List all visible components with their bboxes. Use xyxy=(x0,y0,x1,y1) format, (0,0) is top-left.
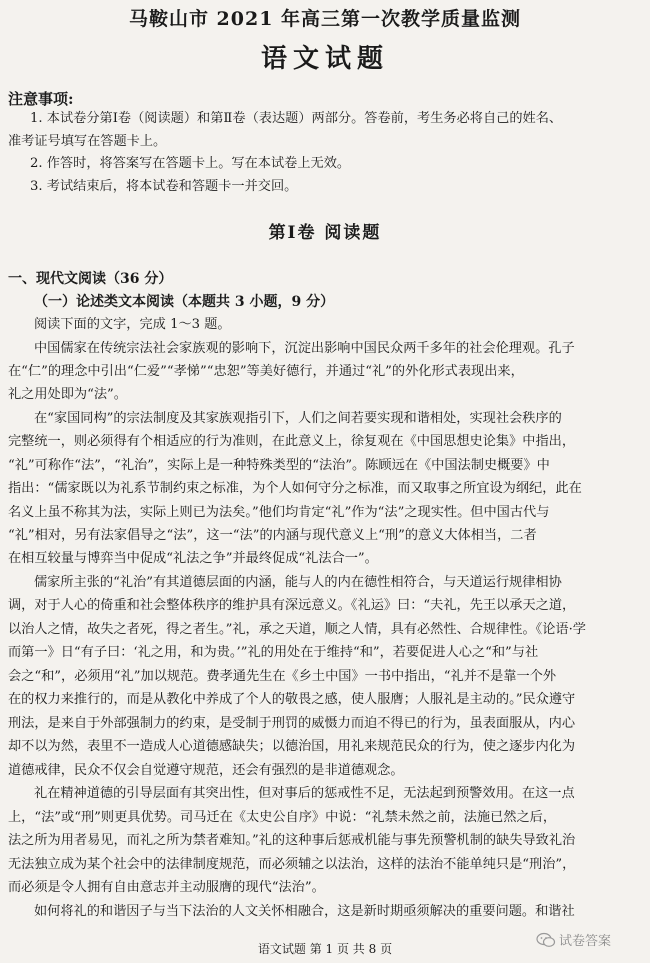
body-line: 道德戒律，民众不仅会自觉遵守规范，还会有强烈的是非道德观念。 xyxy=(8,763,404,778)
body-line: 会之“和”，必须用“礼”加以规范。费孝通先生在《乡土中国》一书中指出，“礼并不是靠一个外 xyxy=(8,669,557,684)
body-line: 以治人之情，故失之者死，得之者生。”礼，承之天道，顺之人情，具有必然性、合规律性。《论语·学 xyxy=(8,622,586,637)
body-line: 在“家国同构”的宗法制度及其家族观指引下，人们之间若要实现和谐相处，实现社会秩序的 xyxy=(34,411,562,426)
notice-line-2: 准考证号填写在答题卡上。 xyxy=(8,134,167,149)
body-line: 在相互较量与博弈当中促成“礼法之争”并最终促成“礼法合一”。 xyxy=(8,551,378,566)
notice-line-1: 1. 本试卷分第Ⅰ卷（阅读题）和第Ⅱ卷（表达题）两部分。答卷前，考生务必将自己的姓名、 xyxy=(30,111,563,126)
body-line: 如何将礼的和谐因子与当下法治的人文关怀相融合，这是新时期亟须解决的重要问题。和谐社 xyxy=(34,904,575,919)
body-line: 礼在精神道德的引导层面有其突出性，但对事后的惩戒性不足，无法起到预警效用。在这一点 xyxy=(34,786,575,801)
body-line: 在“仁”的理念中引出“仁爱”“孝悌”“忠恕”等美好德行，并通过“礼”的外化形式表现出来， xyxy=(8,364,524,379)
sub-heading: （一）论述类文本阅读（本题共 3 小题，9 分） xyxy=(34,294,335,310)
exam-title: 马鞍山市 2021 年高三第一次教学质量监测 xyxy=(128,8,522,30)
page-footer: 语文试题 第 1 页 共 8 页 xyxy=(257,942,393,956)
notice-heading: 注意事项: xyxy=(8,90,74,108)
body-line: 阅读下面的文字，完成 1～3 题。 xyxy=(34,317,231,332)
body-line: 上，“法”或“刑”则更具优势。司马迁在《太史公自序》中说：“礼禁未然之前，法施已然之后， xyxy=(8,810,557,825)
watermark xyxy=(536,930,611,949)
body-line: 却不以为然，表里不一造成人心道德感缺失；以德治国，用礼来规范民众的行为，使之逐步内化为 xyxy=(8,739,576,754)
wechat-icon xyxy=(536,932,556,948)
body-line: 法之所为用者易见，而礼之所为禁者难知。”礼的这种事后惩戒机能与事先预警机制的缺失导致礼治 xyxy=(8,833,576,848)
notice-line-4: 3. 考试结束后，将本试卷和答题卡一并交回。 xyxy=(30,179,298,194)
body-line: 中国儒家在传统宗法社会家族观的影响下，沉淀出影响中国民众两千多年的社会伦理观。孔子 xyxy=(34,341,575,356)
watermark-text: 试卷答案 xyxy=(559,934,612,949)
body-line: 调，对于人心的倚重和社会整体秩序的维护具有深远意义。《礼运》曰：“夫礼，先王以承天之道， xyxy=(8,598,576,613)
body-line: 礼之用处即为“法”。 xyxy=(8,387,127,402)
subject-title: 语文试题 xyxy=(260,44,389,74)
notice-line-3: 2. 作答时，将答案写在答题卡上。写在本试卷上无效。 xyxy=(30,156,351,171)
body-line: 无法独立成为某个社会中的法律制度规范，而必须辅之以法治，这样的法治不能单纯只是“刑治”， xyxy=(8,857,576,872)
body-line: 在的权力来推行的，而是从教化中养成了个人的敬畏之感，使人服膺；人服礼是主动的。”民众遵守 xyxy=(8,692,576,707)
body-line: 儒家所主张的“礼治”有其道德层面的内涵，能与人的内在德性相符合，与天道运行规律相协 xyxy=(34,575,562,590)
body-line: 而必须是令人拥有自由意志并主动服膺的现代“法治”。 xyxy=(8,880,325,895)
body-line: 完整统一，则必须得有个相适应的行为准则，在此意义上，徐复观在《中国思想史论集》中指出， xyxy=(8,434,576,449)
section-title: 第Ⅰ卷 阅读题 xyxy=(268,223,382,243)
body-line: 名义上虽不称其为法，实际上则已为法矣。”他们均肯定“礼”作为“法”之现实性。但中国古代与 xyxy=(8,505,550,520)
body-line: 刑法，是来自于外部强制力的约束，是受制于刑罚的威慑力而迫不得已的行为，虽表面服从，内心 xyxy=(8,716,576,731)
body-line: “礼”可称作“法”，“礼治”，实际上是一种特殊类型的“法治”。陈顾远在《中国法制史概要》中 xyxy=(8,458,550,473)
body-line: 指出：“儒家既以为礼系节制约束之标准，为个人如何守分之标准，而又取事之所宜设为纲纪，此在 xyxy=(8,481,582,496)
body-line: “礼”相对，另有法家倡导之“法”，这一“法”的内涵与现代意义上“刑”的意义大体相当，二者 xyxy=(8,528,537,543)
part-heading: 一、现代文阅读（36 分） xyxy=(8,271,173,287)
body-line: 而第一》日“有子曰：‘礼之用，和为贵。’”礼的用处在于维持“和”，若要促进人心之“和”与社 xyxy=(8,645,539,660)
